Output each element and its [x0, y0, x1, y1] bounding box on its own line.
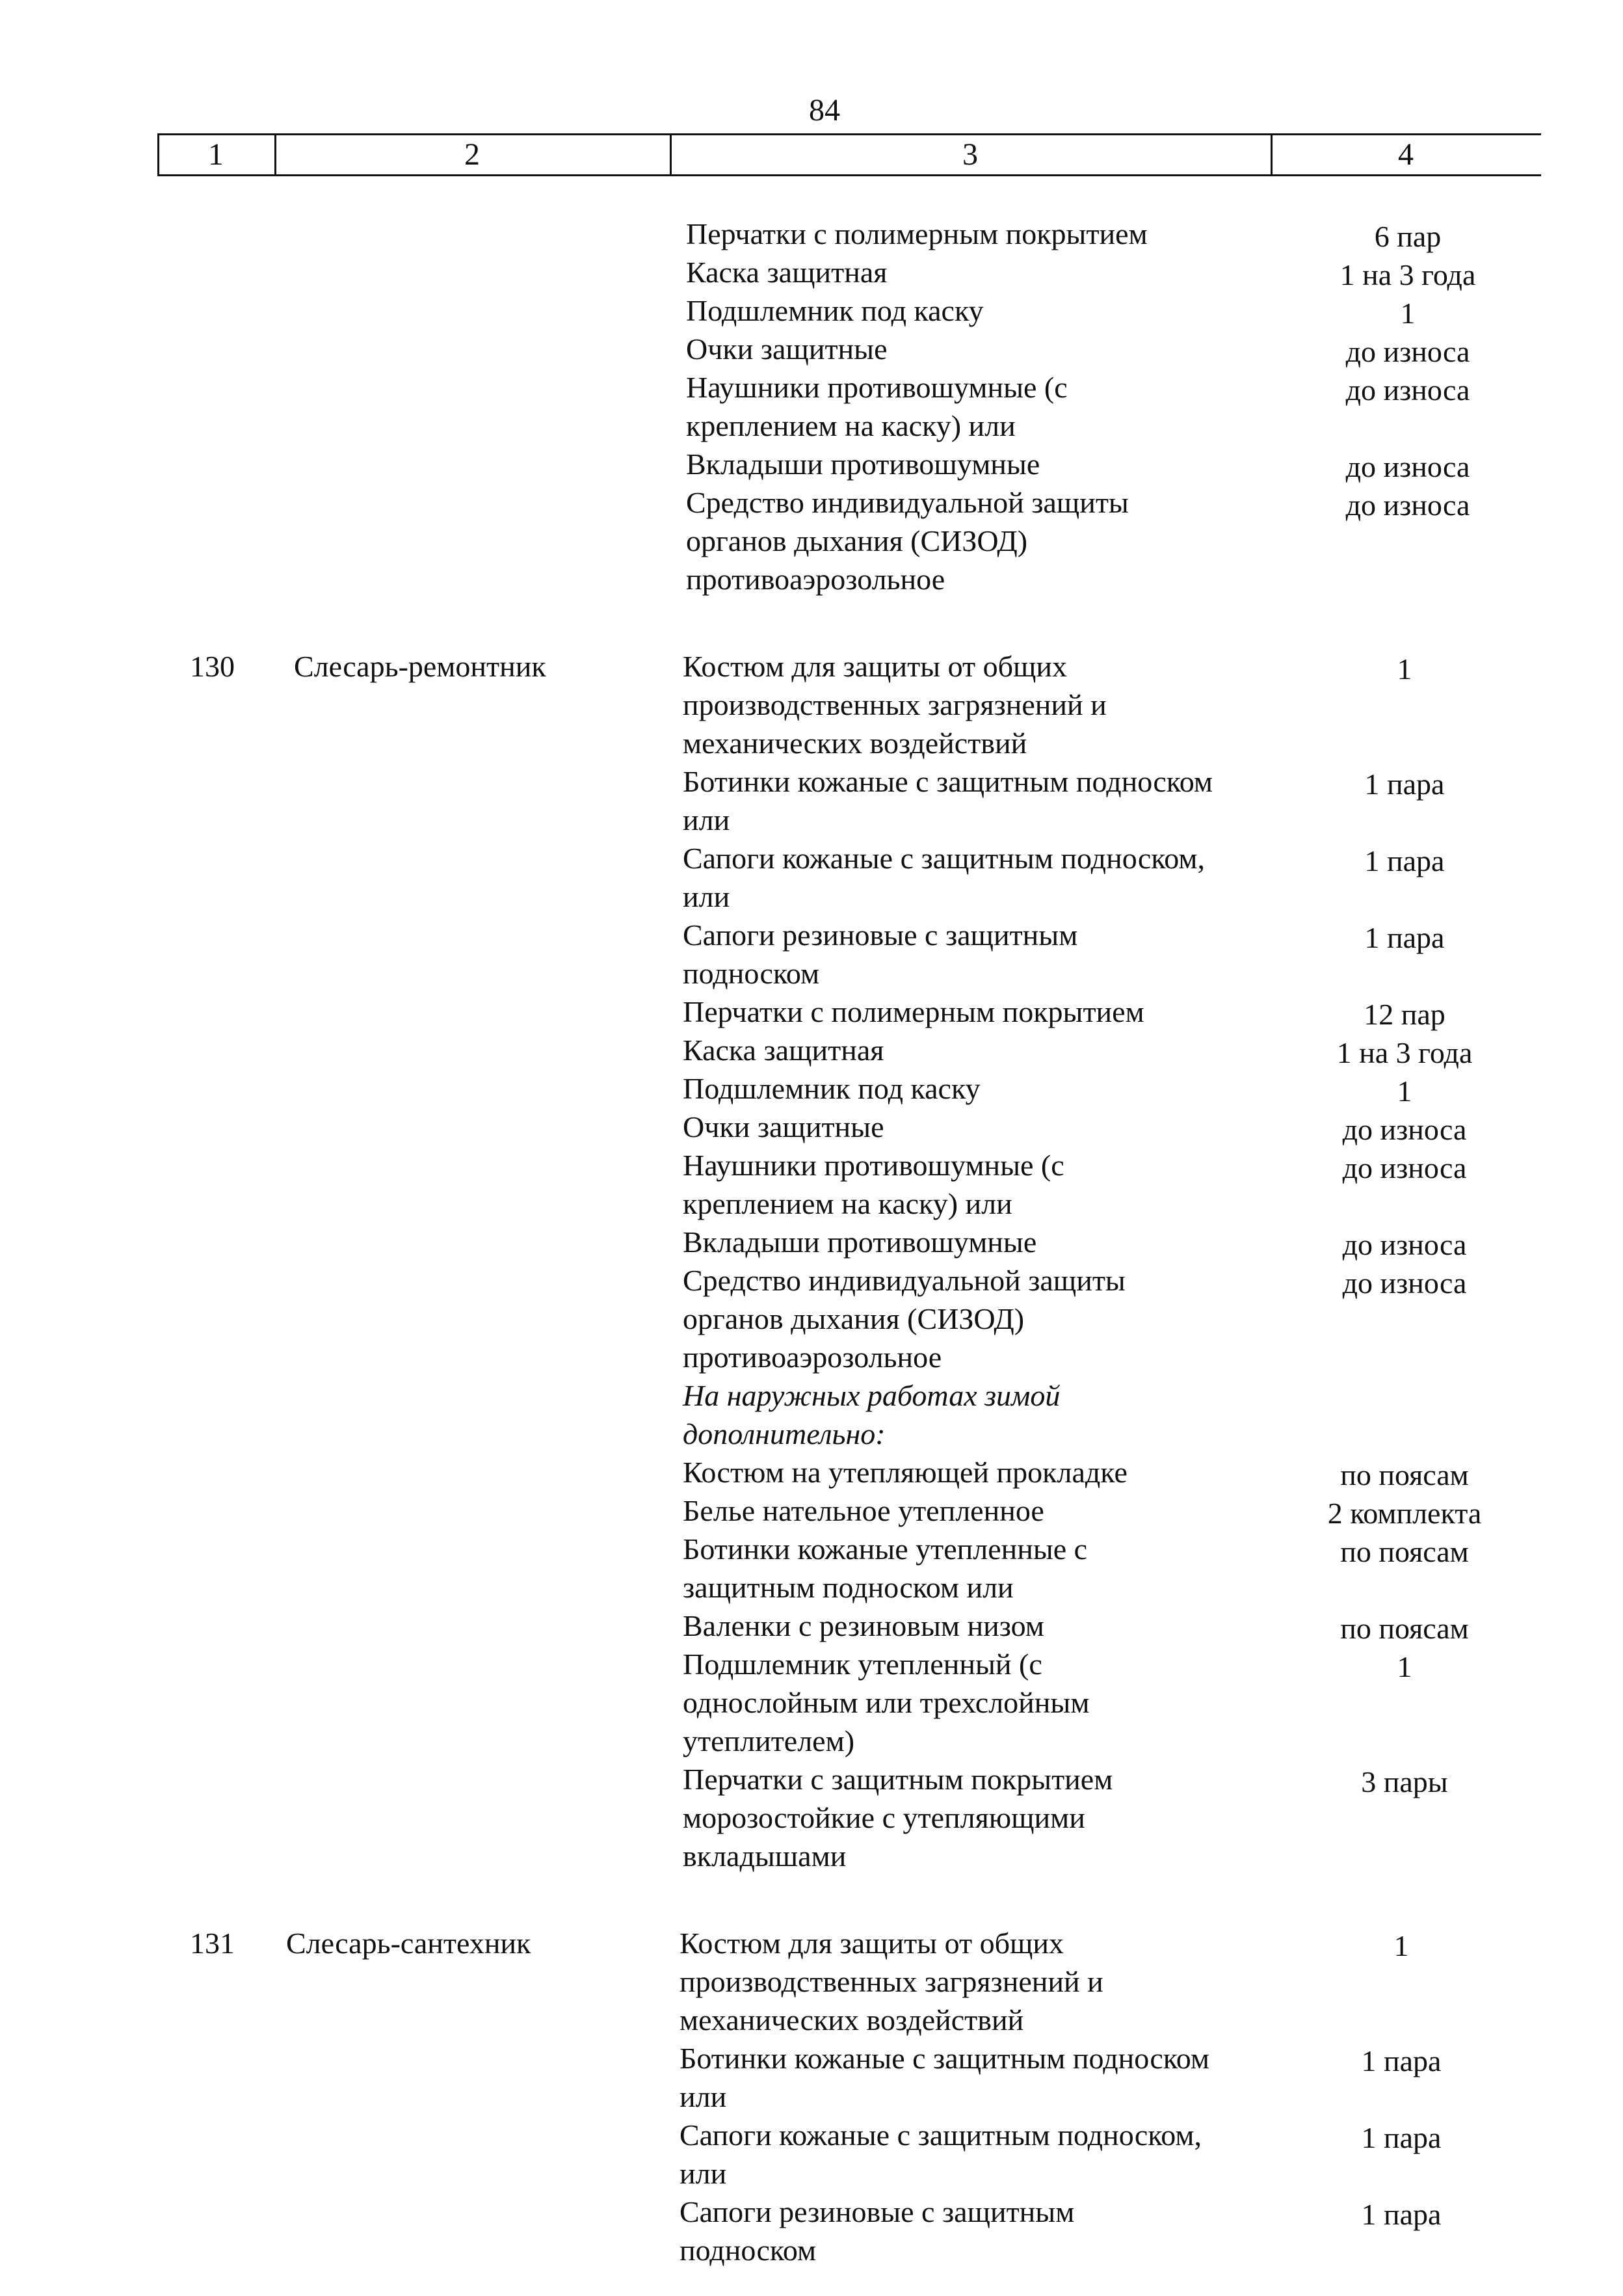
list-item — [683, 1453, 1554, 1491]
item-name: Наушники противошумные (с креплением на каску) или — [686, 371, 1068, 442]
header-col-1: 1 — [208, 137, 224, 172]
item-name: Белье нательное утепленное — [683, 1494, 1044, 1527]
item-name: Средство индивидуальной защиты органов дыхания (СИЗОД) противоаэрозольное — [683, 1264, 1126, 1374]
list-item — [683, 916, 1554, 993]
list-item — [686, 445, 1557, 483]
item-norm: до износа — [1345, 450, 1470, 483]
item-norm: до износа — [1345, 373, 1470, 407]
header-col-2: 2 — [464, 137, 480, 172]
item-name: Очки защитные — [683, 1110, 884, 1143]
list-item — [683, 993, 1554, 1031]
item-norm: 1 — [1400, 297, 1416, 330]
list-item — [680, 2116, 1551, 2193]
list-item — [680, 2193, 1551, 2269]
section-subheading: На наружных работах зимой дополнительно: — [683, 1379, 1061, 1450]
list-item — [683, 1530, 1554, 1607]
item-norm: 1 пара — [1364, 921, 1445, 954]
item-norm: 1 — [1397, 1650, 1412, 1683]
list-item — [683, 647, 1554, 762]
list-item — [683, 1261, 1554, 1376]
list-item — [686, 368, 1557, 445]
item-name: Подшлемник утепленный (с однослойным или трехслойным утеплителем) — [683, 1648, 1090, 1757]
item-norm: по поясам — [1340, 1458, 1469, 1491]
item-name: Ботинки кожаные с защитным подноском или — [680, 2042, 1210, 2113]
list-item — [686, 483, 1557, 598]
list-item — [680, 1924, 1551, 2039]
list-item — [683, 1491, 1554, 1530]
list-item — [683, 762, 1554, 839]
item-norm: 6 пар — [1374, 220, 1442, 253]
item-name: Каска защитная — [683, 1034, 884, 1067]
item-norm: 1 пара — [1361, 2198, 1442, 2231]
list-item — [683, 1760, 1554, 1875]
list-item — [683, 839, 1554, 916]
header-col-3: 3 — [962, 137, 978, 172]
item-name: Вкладыши противошумные — [683, 1225, 1037, 1259]
list-item — [683, 1645, 1554, 1760]
item-norm: 12 пар — [1364, 998, 1445, 1031]
item-norm: 1 — [1397, 1075, 1412, 1108]
page-number: 84 — [809, 93, 840, 127]
item-norm: 1 пара — [1364, 768, 1445, 801]
item-name: Наушники противошумные (с креплением на каску) или — [683, 1149, 1064, 1220]
list-item — [686, 253, 1557, 291]
item-norm: 2 комплекта — [1327, 1497, 1482, 1530]
list-item — [683, 1223, 1554, 1261]
item-name: Костюм для защиты от общих производственных загрязнений и механических воздействий — [683, 650, 1107, 760]
item-name: Ботинки кожаные с защитным подноском или — [683, 765, 1213, 836]
item-name: Перчатки с защитным покрытием морозостойкие с утепляющими вкладышами — [683, 1763, 1113, 1873]
list-item — [686, 215, 1557, 253]
item-norm: до износа — [1342, 1228, 1467, 1261]
item-norm: 1 пара — [1361, 2121, 1442, 2154]
list-item — [686, 330, 1557, 368]
item-name: Костюм на утепляющей прокладке — [683, 1456, 1128, 1489]
item-name: Сапоги кожаные с защитным подноском, или — [680, 2118, 1202, 2190]
list-item — [683, 1146, 1554, 1223]
item-name: Подшлемник под каску — [683, 1072, 981, 1105]
item-norm: 1 пара — [1364, 844, 1445, 877]
list-item — [683, 1069, 1554, 1108]
item-norm: до износа — [1342, 1151, 1467, 1184]
item-norm: 3 пары — [1361, 1765, 1448, 1798]
row-number: 131 — [190, 1927, 235, 1960]
profession-name: Слесарь-сантехник — [286, 1927, 531, 1960]
list-item — [683, 1607, 1554, 1645]
list-item — [686, 291, 1557, 330]
item-name: Валенки с резиновым низом — [683, 1609, 1044, 1642]
column-header-row — [157, 133, 1541, 176]
item-norm: 1 — [1393, 1929, 1409, 1962]
item-name: Вкладыши противошумные — [686, 447, 1040, 481]
item-name: Очки защитные — [686, 332, 888, 366]
item-name: Каска защитная — [686, 256, 888, 289]
item-norm: 1 на 3 года — [1339, 258, 1476, 291]
header-col-4: 4 — [1398, 137, 1414, 172]
item-norm: 1 пара — [1361, 2044, 1442, 2077]
list-item — [680, 2039, 1551, 2116]
item-name: Ботинки кожаные утепленные с защитным подноском или — [683, 1532, 1088, 1604]
item-list — [683, 647, 1554, 1875]
item-norm: 1 — [1397, 652, 1412, 686]
list-item — [683, 1108, 1554, 1146]
item-norm: до износа — [1345, 488, 1470, 522]
item-norm: по поясам — [1340, 1535, 1469, 1568]
item-norm: по поясам — [1340, 1612, 1469, 1645]
item-name: Сапоги резиновые с защитным подноском — [680, 2195, 1075, 2267]
item-list — [680, 1924, 1551, 2269]
profession-name: Слесарь-ремонтник — [294, 650, 546, 683]
item-name: Перчатки с полимерным покрытием — [686, 217, 1148, 250]
item-name: Костюм для защиты от общих производственных загрязнений и механических воздействий — [680, 1927, 1103, 2036]
item-name: Сапоги резиновые с защитным подноском — [683, 918, 1078, 990]
item-list — [686, 215, 1557, 598]
list-item — [683, 1031, 1554, 1069]
item-norm: до износа — [1342, 1266, 1467, 1300]
item-name: Сапоги кожаные с защитным подноском, или — [683, 842, 1206, 913]
item-norm: 1 на 3 года — [1336, 1036, 1473, 1069]
item-name: Перчатки с полимерным покрытием — [683, 995, 1144, 1028]
row-number: 130 — [190, 650, 235, 683]
item-norm: до износа — [1342, 1113, 1467, 1146]
item-norm: до износа — [1345, 335, 1470, 368]
item-name: Подшлемник под каску — [686, 294, 984, 327]
list-item — [683, 1376, 1554, 1453]
item-name: Средство индивидуальной защиты органов дыхания (СИЗОД) противоаэрозольное — [686, 486, 1129, 596]
